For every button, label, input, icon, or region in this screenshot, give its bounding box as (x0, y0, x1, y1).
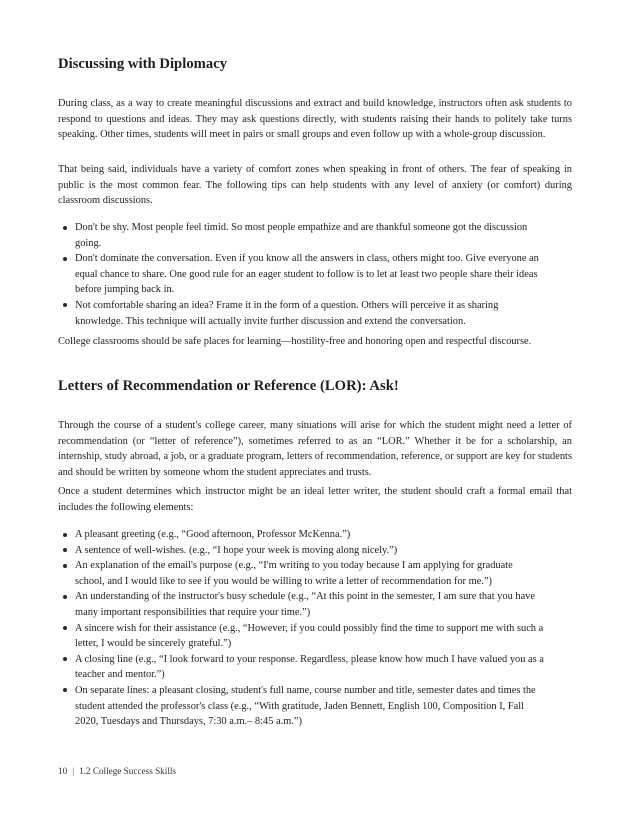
list-item (58, 589, 572, 620)
bullet-icon (63, 657, 67, 661)
list-item (58, 220, 572, 251)
list-item-text: Don't be shy. Most people feel timid. So most people empathize and are thankful someone got the discussion going. (75, 222, 528, 249)
list-item (58, 683, 572, 730)
bullet-icon (63, 303, 67, 307)
bullet-icon (63, 626, 67, 630)
list-item-text: A sentence of well-wishes. (e.g., “I hope your week is moving along nicely.”) (75, 544, 398, 556)
paragraph-safe-classrooms: College classrooms should be safe places for learning—hostility-free and honoring open and respectful discourse. (58, 336, 532, 347)
paragraph-lor-intro: Through the course of a student's college career, many situations will arise for which the student might need a letter of recommendation (or “letter of reference”), sometimes referred to as an “LOR.” Whether it be for a scholarship, an internship, study abroad, a job, or a graduate program, letters of recommendation, reference, or support are key for students and should be written by someone whom the student appreciates and trusts. (58, 420, 572, 478)
paragraph-class-discussions: During class, as a way to create meaningful discussions and extract and build knowledge, instructors often ask students to respond to questions and ideas. They may ask questions directly, with students raising their hands to politely take turns speaking. Other times, students will meet in pairs or small groups and even follow up with a whole-group discussion. (58, 98, 572, 141)
bullet-icon (63, 548, 67, 552)
list-item-text: A closing line (e.g., “I look forward to your response. Regardless, please know how much I have valued you as a teacher and mentor.”) (75, 653, 544, 681)
section-heading-discussing-with-diplomacy: Discussing with Diplomacy (58, 56, 228, 72)
email-elements-list (58, 527, 572, 730)
list-item-text: Not comfortable sharing an idea? Frame it in the form of a question. Others will perceive it as sharing knowledge. This technique will actually invite further discussion and extend the conversation. (75, 299, 499, 327)
page-footer (58, 766, 176, 776)
list-item (58, 558, 572, 589)
page-number: 10 (58, 766, 68, 776)
list-item (58, 527, 572, 543)
list-item (58, 543, 572, 559)
bullet-icon (63, 257, 67, 261)
bullet-icon (63, 595, 67, 599)
bullet-icon (63, 226, 67, 230)
list-item (58, 298, 572, 329)
list-item (58, 652, 572, 683)
list-item (58, 251, 572, 298)
list-item-text: Don't dominate the conversation. Even if you know all the answers in class, others might too. Give everyone an equal chance to share. One good rule for an eager student to follow is to let at least two people share their ideas before jumping back in. (75, 253, 539, 296)
list-item-text: An understanding of the instructor's busy schedule (e.g., “At this point in the semester, I am sure that you have many important responsibilities that require your time.”) (75, 591, 535, 618)
paragraph-formal-email: Once a student determines which instructor might be an ideal letter writer, the student should craft a formal email that includes the following elements: (58, 486, 572, 513)
discussion-tips-list (58, 220, 572, 329)
bullet-icon (63, 688, 67, 692)
section-heading-letters-of-recommendation: Letters of Recommendation or Reference (LOR): Ask! (58, 378, 399, 394)
bullet-icon (63, 564, 67, 568)
list-item (58, 621, 572, 652)
footer-separator: | (72, 766, 75, 776)
list-item-text: A sincere wish for their assistance (e.g., “However, if you could possibly find the time to support me with such a letter, I would be sincerely grateful.”) (75, 622, 544, 650)
list-item-text: An explanation of the email's purpose (e.g., “I'm writing to you today because I am applying for graduate school, and I would like to see if you would be willing to write a letter of recommendation for me.”) (75, 560, 513, 587)
bullet-icon (63, 533, 67, 537)
footer-book-title: 1.2 College Success Skills (79, 766, 177, 776)
list-item-text: On separate lines: a pleasant closing, student's full name, course number and title, semester dates and times the student attended the professor's class (e.g., “With gratitude, Jaden Bennett, English 100, Composition I, Fall 2020, Tuesdays and Thursdays, 7:30 a.m.– 8:45 a.m.”) (75, 684, 536, 728)
paragraph-comfort-zones: That being said, individuals have a variety of comfort zones when speaking in front of others. The fear of speaking in public is the most common fear. The following tips can help students with any level of anxiety (or comfort) during classroom discussions. (58, 164, 572, 207)
list-item-text: A pleasant greeting (e.g., “Good afternoon, Professor McKenna.”) (75, 529, 351, 540)
